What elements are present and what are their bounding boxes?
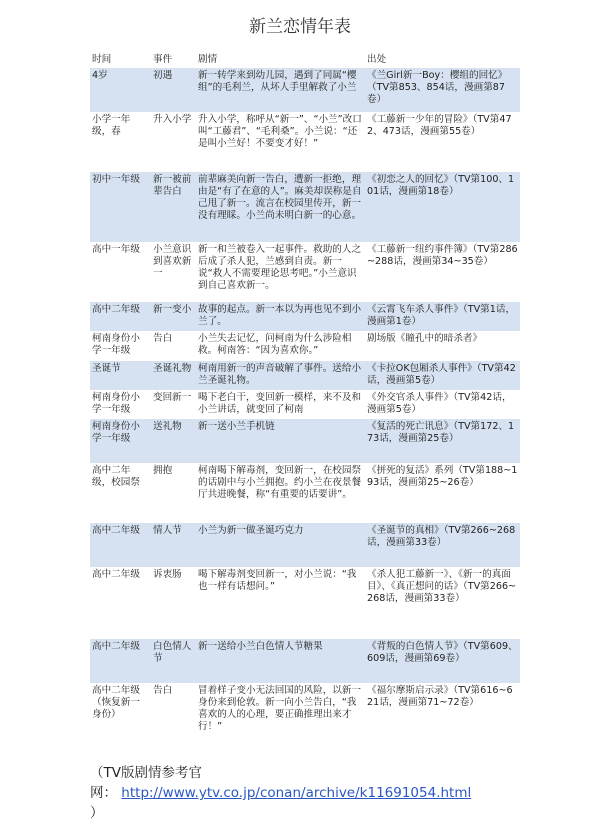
cell-source: 《拼死的复活》系列（TV第188~193话，漫画第25~26卷） xyxy=(367,465,518,488)
table-row xyxy=(90,361,520,390)
table-header-row xyxy=(90,52,520,68)
cell-plot: 喝下解毒剂变回新一，对小兰说：“我也一样有话想问。” xyxy=(198,569,357,592)
cell-plot: 小兰失去记忆，问柯南为什么涉险相救。柯南答：“因为喜欢你。” xyxy=(198,333,352,356)
cell-source: 《云霄飞车杀人事件》（TV第1话，漫画第1卷） xyxy=(365,302,520,331)
cell-time: 高中二年级 xyxy=(90,523,151,567)
cell-event: 白色情人节 xyxy=(151,639,196,683)
cell-event: 送礼物 xyxy=(151,419,196,463)
cell-plot: 柯南喝下解毒剂，变回新一，在校园祭的话剧中与小兰拥抱。约小兰在夜景餐厅共进晚餐，称“有重要的话要讲”。 xyxy=(198,465,362,500)
reference-prefix: 网： xyxy=(90,785,117,801)
table-row xyxy=(90,463,520,523)
cell-source: 《杀人犯工藤新一》、《新一的真面目》、《真正想问的话》（TV第266~268话，漫画第33卷） xyxy=(367,569,517,604)
table-row xyxy=(90,390,520,419)
table-row xyxy=(90,567,520,639)
cell-event: 升入小学 xyxy=(153,114,192,125)
cell-source: 《卡拉OK包厢杀人事件》（TV第42话，漫画第5卷） xyxy=(365,361,520,390)
cell-source: 《复活的死亡讯息》（TV第172、173话，漫画第25卷） xyxy=(365,419,520,463)
table-row xyxy=(90,68,520,112)
header-plot: 剧情 xyxy=(198,54,218,65)
cell-time: 4岁 xyxy=(90,68,151,112)
cell-plot: 前辈麻美向新一告白，遭新一拒绝，理由是“有了在意的人”。麻美却误称是自己甩了新一。流言在校园里传开，新一没有理睬。小兰尚未明白新一的心意。 xyxy=(196,172,365,242)
cell-time: 高中二年级（恢复新一身份） xyxy=(92,685,140,720)
reference-link[interactable]: http://www.ytv.co.jp/conan/archive/k11691054.html xyxy=(121,785,472,801)
cell-event: 圣诞礼物 xyxy=(151,361,196,390)
header-source: 出处 xyxy=(367,54,387,65)
cell-source: 剧场版《瞳孔中的暗杀者》 xyxy=(367,333,483,344)
cell-event: 诉衷肠 xyxy=(153,569,182,580)
cell-plot: 故事的起点。新一本以为再也见不到小兰了。 xyxy=(196,302,365,331)
table-row xyxy=(90,639,520,683)
cell-time: 柯南身份小学一年级 xyxy=(90,419,151,463)
cell-event: 小兰意识到喜欢新一 xyxy=(153,244,192,279)
cell-plot: 小兰为新一做圣诞巧克力 xyxy=(196,523,365,567)
table-row xyxy=(90,419,520,463)
cell-time: 高中二年级 xyxy=(90,639,151,683)
cell-source: 《初恋之人的回忆》（TV第100、101话，漫画第18卷） xyxy=(365,172,520,242)
cell-event: 情人节 xyxy=(151,523,196,567)
cell-plot: 新一送给小兰白色情人节糖果 xyxy=(196,639,365,683)
cell-event: 初遇 xyxy=(151,68,196,112)
page-title: 新兰恋情年表 xyxy=(249,17,351,37)
timeline-table xyxy=(90,52,520,755)
reference-line-3: ） xyxy=(90,805,104,821)
cell-time: 高中二年级 xyxy=(90,302,151,331)
table-row xyxy=(90,523,520,567)
table-row xyxy=(90,172,520,242)
table-row xyxy=(90,683,520,755)
cell-source: 《兰Girl新一Boy：樱组的回忆》（TV第853、854话，漫画第87卷） xyxy=(365,68,520,112)
cell-event: 新一变小 xyxy=(151,302,196,331)
cell-source: 《背叛的白色情人节》（TV第609、609话，漫画第69卷） xyxy=(365,639,520,683)
table-row xyxy=(90,112,520,172)
header-time: 时间 xyxy=(92,54,112,65)
cell-plot: 新一和兰被卷入一起事件。救助的人之后成了杀人犯，兰感到自责。新一说“救人不需要理论思考吧。”小兰意识到自己喜欢新一。 xyxy=(198,244,362,291)
cell-event: 新一被前辈告白 xyxy=(151,172,196,242)
cell-time: 高中二年级 xyxy=(92,569,140,580)
cell-plot: 柯南用新一的声音破解了事件。送给小兰圣诞礼物。 xyxy=(196,361,365,390)
header-event: 事件 xyxy=(153,54,173,65)
cell-event: 拥抱 xyxy=(153,465,173,476)
table-row xyxy=(90,302,520,331)
cell-source: 《圣诞节的真相》（TV第266~268话，漫画第33卷） xyxy=(365,523,520,567)
cell-time: 高中一年级 xyxy=(92,244,140,255)
cell-source: 《工藤新一纽约事件簿》（TV第286~288话，漫画第34~35卷） xyxy=(367,244,518,267)
cell-plot: 新一送小兰手机链 xyxy=(196,419,365,463)
cell-event: 告白 xyxy=(153,333,173,344)
cell-time: 小学一年级，春 xyxy=(92,114,131,137)
cell-source: 《外交官杀人事件》（TV第42话，漫画第5卷） xyxy=(367,392,512,415)
cell-plot: 新一转学来到幼儿园，遇到了同属“樱组”的毛利兰，从坏人手里解救了小兰 xyxy=(196,68,365,112)
cell-time: 柯南身份小学一年级 xyxy=(92,392,140,415)
table-row xyxy=(90,242,520,302)
reference-note xyxy=(90,763,550,823)
cell-time: 初中一年级 xyxy=(90,172,151,242)
cell-time: 柯南身份小学一年级 xyxy=(92,333,140,356)
cell-time: 圣诞节 xyxy=(90,361,151,390)
cell-source: 《福尔摩斯启示录》（TV第616~621话，漫画第71~72卷） xyxy=(367,685,513,708)
reference-line-2 xyxy=(90,783,550,803)
cell-source: 《工藤新一少年的冒险》（TV第472、473话，漫画第55卷） xyxy=(367,114,512,137)
cell-event: 变回新一 xyxy=(153,392,192,403)
cell-plot: 升入小学，称呼从“新一”、“小兰”改口叫“工藤君”、“毛利桑”。小兰说：“还是叫小兰好！不要变才好！” xyxy=(198,114,362,149)
cell-time: 高中二年级，校园祭 xyxy=(92,465,140,488)
reference-line-1: （TV版剧情参考官 xyxy=(90,765,202,781)
table-row xyxy=(90,331,520,361)
cell-plot: 冒着样子变小无法回国的风险，以新一身份来到伦敦。新一向小兰告白，“我喜欢的人的心理，要正确推理出来才行！” xyxy=(198,685,362,732)
cell-plot: 喝下老白干，变回新一模样，来不及和小兰讲话，就变回了柯南 xyxy=(198,392,362,415)
cell-event: 告白 xyxy=(153,685,173,696)
